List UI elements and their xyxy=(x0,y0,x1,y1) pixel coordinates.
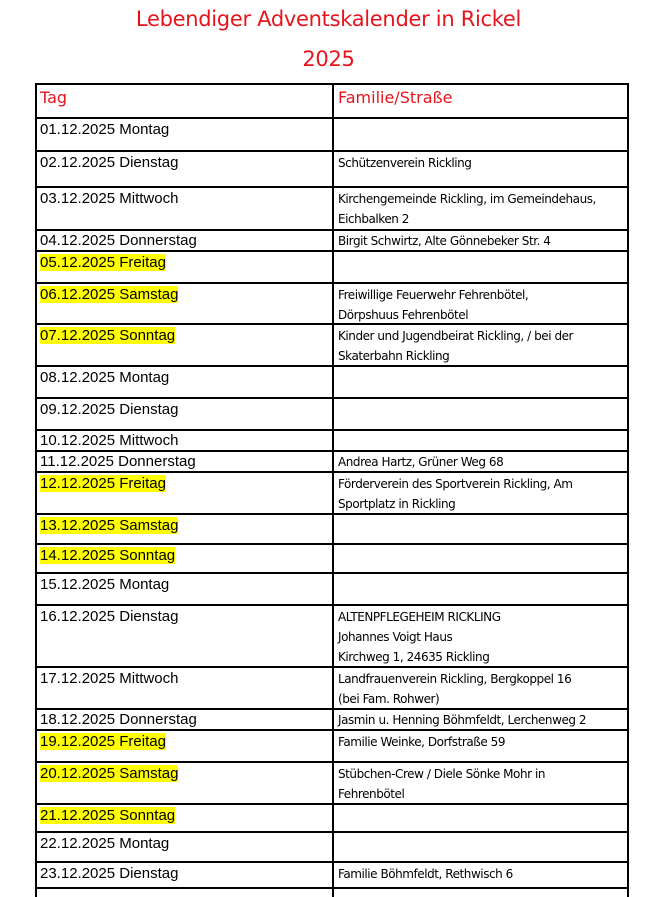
day-label: 01.12.2025 Montag xyxy=(40,121,170,138)
day-cell xyxy=(40,327,328,344)
day-label: 03.12.2025 Mittwoch xyxy=(40,190,179,207)
day-label: 07.12.2025 Sonntag xyxy=(40,327,176,344)
host-cell xyxy=(338,231,626,251)
day-cell xyxy=(40,547,328,564)
host-line: Stübchen-Crew / Diele Sönke Mohr in xyxy=(338,767,545,781)
host-line: ALTENPFLEGEHEIM RICKLING xyxy=(338,610,501,624)
day-label: 17.12.2025 Mittwoch xyxy=(40,670,179,687)
day-label: 21.12.2025 Sonntag xyxy=(40,807,176,824)
host-cell xyxy=(338,452,626,472)
day-label: 22.12.2025 Montag xyxy=(40,835,170,852)
day-label: 10.12.2025 Mittwoch xyxy=(40,432,179,449)
day-cell xyxy=(40,254,328,271)
host-cell xyxy=(338,474,626,514)
day-cell xyxy=(40,190,328,207)
day-cell xyxy=(40,733,328,750)
host-line: Jasmin u. Henning Böhmfeldt, Lerchenweg 2 xyxy=(338,713,587,727)
day-cell xyxy=(40,608,328,625)
day-cell xyxy=(40,865,328,882)
host-line: Fehrenbötel xyxy=(338,787,405,801)
host-cell xyxy=(338,607,626,667)
day-cell xyxy=(40,475,328,492)
day-label: 06.12.2025 Samstag xyxy=(40,286,179,303)
host-line: Johannes Voigt Haus xyxy=(338,630,453,644)
host-cell xyxy=(338,326,626,366)
host-cell xyxy=(338,669,626,709)
day-cell xyxy=(40,432,328,449)
day-cell xyxy=(40,232,328,249)
host-line: Dörpshuus Fehrenbötel xyxy=(338,308,469,322)
host-line: Sportplatz in Rickling xyxy=(338,497,456,511)
day-label: 18.12.2025 Donnerstag xyxy=(40,711,197,728)
host-line: Familie Weinke, Dorfstraße 59 xyxy=(338,735,506,749)
host-line: Eichbalken 2 xyxy=(338,212,409,226)
day-label: 23.12.2025 Dienstag xyxy=(40,865,179,882)
host-cell xyxy=(338,710,626,730)
day-cell xyxy=(40,517,328,534)
day-cell xyxy=(40,369,328,386)
day-cell xyxy=(40,401,328,418)
host-line: Kirchengemeinde Rickling, im Gemeindehaus, xyxy=(338,192,596,206)
host-cell xyxy=(338,189,626,229)
host-cell xyxy=(338,285,626,325)
host-line: Förderverein des Sportverein Rickling, Am xyxy=(338,477,573,491)
document-year: 2025 xyxy=(302,47,355,71)
day-label: 19.12.2025 Freitag xyxy=(40,733,166,750)
document-title: Lebendiger Adventskalender in Rickel xyxy=(135,7,522,31)
host-line: Skaterbahn Rickling xyxy=(338,349,450,363)
host-line: Landfrauenverein Rickling, Bergkoppel 16 xyxy=(338,672,572,686)
day-cell xyxy=(40,286,328,303)
day-label: 15.12.2025 Montag xyxy=(40,576,170,593)
host-line: Kinder und Jugendbeirat Rickling, / bei der xyxy=(338,329,574,343)
day-label: 20.12.2025 Samstag xyxy=(40,765,179,782)
day-cell xyxy=(40,765,328,782)
host-cell xyxy=(338,764,626,804)
day-label: 02.12.2025 Dienstag xyxy=(40,154,179,171)
day-cell xyxy=(40,835,328,852)
day-label: 09.12.2025 Dienstag xyxy=(40,401,179,418)
day-cell xyxy=(40,453,328,470)
host-line: Freiwillige Feuerwehr Fehrenbötel, xyxy=(338,288,529,302)
day-label: 04.12.2025 Donnerstag xyxy=(40,232,197,249)
host-line: Schützenverein Rickling xyxy=(338,156,472,170)
host-line: Kirchweg 1, 24635 Rickling xyxy=(338,650,490,664)
column-header-host: Familie/Straße xyxy=(338,88,453,107)
day-label: 12.12.2025 Freitag xyxy=(40,475,166,492)
host-line: (bei Fam. Rohwer) xyxy=(338,692,440,706)
day-label: 05.12.2025 Freitag xyxy=(40,254,166,271)
host-line: Andrea Hartz, Grüner Weg 68 xyxy=(338,455,504,469)
day-cell xyxy=(40,154,328,171)
day-label: 08.12.2025 Montag xyxy=(40,369,170,386)
day-label: 16.12.2025 Dienstag xyxy=(40,608,179,625)
day-cell xyxy=(40,121,328,138)
day-cell xyxy=(40,670,328,687)
host-cell xyxy=(338,732,626,752)
day-label: 14.12.2025 Sonntag xyxy=(40,547,176,564)
host-line: Familie Böhmfeldt, Rethwisch 6 xyxy=(338,867,513,881)
day-cell xyxy=(40,711,328,728)
day-label: 11.12.2025 Donnerstag xyxy=(40,453,196,470)
column-header-day: Tag xyxy=(40,88,68,107)
host-cell xyxy=(338,153,626,173)
host-line: Birgit Schwirtz, Alte Gönnebeker Str. 4 xyxy=(338,234,551,248)
host-cell xyxy=(338,864,626,884)
day-cell xyxy=(40,807,328,824)
day-cell xyxy=(40,576,328,593)
day-label: 13.12.2025 Samstag xyxy=(40,517,179,534)
